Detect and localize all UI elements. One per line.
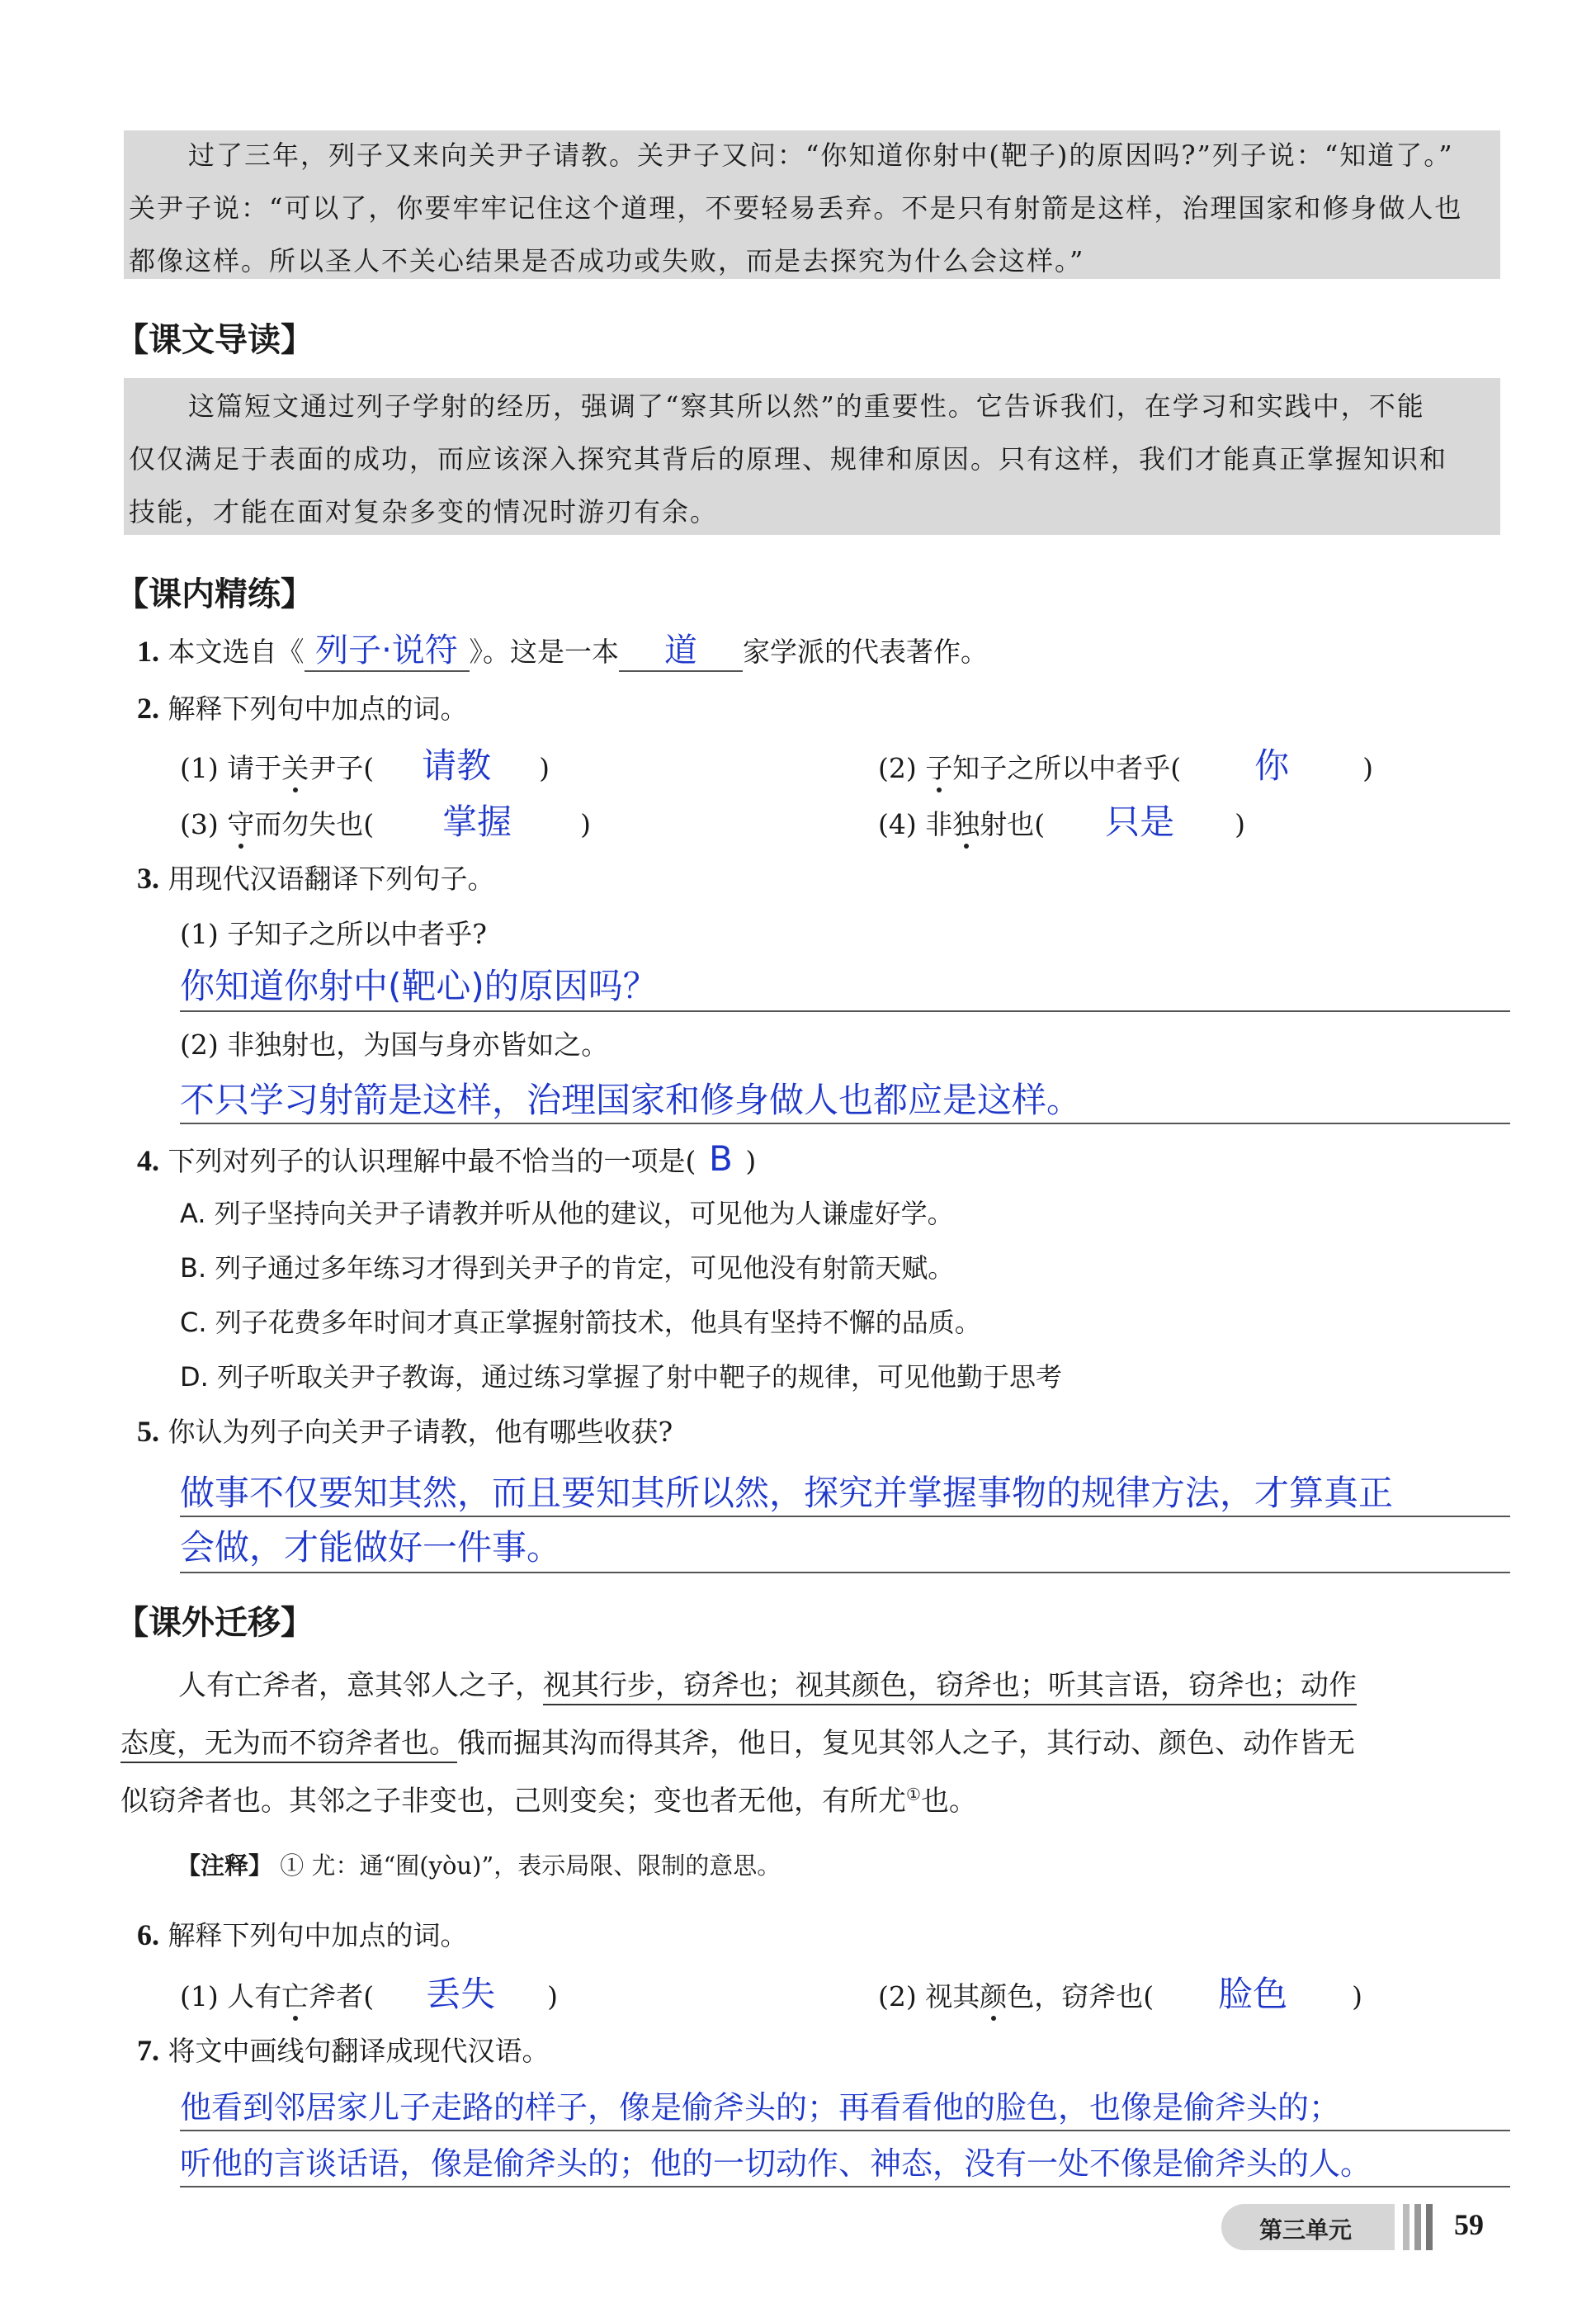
q6-text: 解释下列句中加点的词。 <box>168 1919 468 1951</box>
q4-option-c: C. 列子花费多年时间才真正掌握射箭技术，他具有坚持不懈的品质。 <box>180 1307 981 1338</box>
passage-line-2 <box>120 1720 1355 1761</box>
quote-line-2: 关尹子说：“可以了，你要牢牢记住这个道理，不要轻易丢弃。不是只有射箭是这样，治理国家和修身做人也 <box>129 192 1463 224</box>
passage-text: 人有亡斧者，意其邻人之子， <box>178 1669 543 1702</box>
q1-answer-source[interactable]: 列子·说符 <box>305 631 470 672</box>
q4-option-b: B. 列子通过多年练习才得到关尹子的肯定，可见他没有射箭天赋。 <box>180 1252 955 1284</box>
q2-text: 解释下列句中加点的词。 <box>168 693 468 725</box>
q2-answer-4[interactable]: 只是 <box>1105 802 1175 842</box>
question-number: 5 <box>137 1415 152 1448</box>
dotted-word: 亡 <box>281 1980 309 2012</box>
unit-bar-1 <box>1403 2204 1409 2250</box>
q4-text: 下列对列子的认识理解中最不恰当的一项是( <box>168 1145 696 1177</box>
answer-line <box>180 2130 1510 2131</box>
item-post: 色，窃斧也( <box>1007 1980 1155 2012</box>
section-heading-extra: 【课外迁移】 <box>116 1604 314 1642</box>
q2-item-3 <box>180 802 591 844</box>
question-number: 1 <box>137 635 152 668</box>
note-text: ① 尤：通“囿(yòu)”，表示局限、限制的意思。 <box>280 1852 781 1880</box>
answer-line <box>180 1516 1510 1517</box>
answer-line <box>180 1010 1510 1012</box>
item-post: 知子之所以中者乎( <box>952 752 1182 784</box>
underlined-sentence: 态度，无为而不窃斧者也。 <box>120 1727 457 1763</box>
answer-line <box>180 1572 1510 1573</box>
q2-item-1 <box>180 746 550 788</box>
question-number: 6 <box>137 1918 152 1951</box>
q3-answer-1[interactable]: 你知道你射中(靶心)的原因吗？ <box>180 966 658 1006</box>
item-post: 尹子( <box>309 752 375 784</box>
q4-answer[interactable]: B <box>708 1138 733 1179</box>
q5-text: 你认为列子向关尹子请教，他有哪些收获? <box>168 1416 673 1448</box>
page-number: 59 <box>1454 2208 1484 2241</box>
paren-close: ) <box>580 808 591 840</box>
item-label: (4) <box>878 808 917 840</box>
q6-item-2 <box>878 1975 1362 2017</box>
question-number: 7 <box>137 2034 152 2067</box>
q7-answer-line-1[interactable]: 他看到邻居家儿子走路的样子，像是偷斧头的；再看看他的脸色，也像是偷斧头的； <box>180 2089 1341 2126</box>
q6-item-1 <box>180 1975 558 2017</box>
note <box>177 1847 781 1881</box>
q3-sentence-1: (1) 子知子之所以中者乎? <box>180 918 487 950</box>
item-post: 而勿失也( <box>254 808 375 840</box>
question-number: 4 <box>137 1144 152 1177</box>
question-1: 1. 本文选自《 列子·说符 》。这是一本 道 家学派的代表著作。 <box>137 631 988 672</box>
note-label: 【注释】 <box>177 1852 273 1880</box>
question-number: 2 <box>137 692 152 725</box>
item-label: (2) <box>878 1980 917 2012</box>
item-pre: 人有 <box>227 1980 282 2012</box>
guide-line-1: 这篇短文通过列子学射的经历，强调了“察其所以然”的重要性。它告诉我们，在学习和实践中，不能 <box>188 390 1425 422</box>
section-heading-guide: 【课文导读】 <box>116 321 314 359</box>
question-4: 4. 下列对列子的认识理解中最不恰当的一项是( B ) <box>137 1138 757 1179</box>
item-pre: 非 <box>925 808 953 840</box>
underlined-sentence: 视其行步，窃斧也；视其颜色，窃斧也；听其言语，窃斧也；动作 <box>543 1669 1357 1705</box>
paren-close: ) <box>547 1980 558 2012</box>
question-6: 6. 解释下列句中加点的词。 <box>137 1918 468 1951</box>
q7-text: 将文中画线句翻译成现代汉语。 <box>168 2035 550 2067</box>
q2-item-2 <box>878 746 1373 788</box>
q2-item-4 <box>878 802 1245 844</box>
item-label: (1) <box>180 1980 219 2012</box>
item-post: 斧者( <box>309 1980 375 2012</box>
q4-option-a: A. 列子坚持向关尹子请教并听从他的建议，可见他为人谦虚好学。 <box>180 1198 954 1229</box>
paren-close: ) <box>1235 808 1245 840</box>
q2-answer-3[interactable]: 掌握 <box>442 802 512 842</box>
q5-answer-line-1[interactable]: 做事不仅要知其然，而且要知其所以然，探究并掌握事物的规律方法，才算真正 <box>180 1473 1394 1513</box>
guide-line-2: 仅仅满足于表面的成功，而应该深入探究其背后的原理、规律和原因。只有这样，我们才能真正掌握知识和 <box>129 443 1448 475</box>
paren-close: ) <box>539 752 550 784</box>
question-7: 7. 将文中画线句翻译成现代汉语。 <box>137 2034 550 2067</box>
q2-answer-1[interactable]: 请教 <box>422 745 492 786</box>
answer-line <box>180 2186 1510 2187</box>
footnote-mark: ① <box>906 1784 921 1804</box>
item-label: (2) <box>878 752 917 784</box>
item-pre: 视其 <box>925 1980 980 2012</box>
question-number: 3 <box>137 862 152 895</box>
paren-close: ) <box>1352 1980 1362 2012</box>
q1-post: 家学派的代表著作。 <box>743 636 988 668</box>
question-5: 5. 你认为列子向关尹子请教，他有哪些收获? <box>137 1415 673 1448</box>
dotted-word: 颜 <box>980 1980 1008 2012</box>
answer-line <box>180 1123 1510 1124</box>
unit-label: 第三单元 <box>1259 2216 1353 2244</box>
q5-answer-line-2[interactable]: 会做，才能做好一件事。 <box>180 1527 562 1568</box>
q2-answer-2[interactable]: 你 <box>1254 745 1290 786</box>
q1-pre: 本文选自《 <box>168 636 305 668</box>
unit-bar-2 <box>1414 2204 1421 2250</box>
item-post: 射也( <box>980 808 1046 840</box>
q3-answer-2[interactable]: 不只学习射箭是这样，治理国家和修身做人也都应是这样。 <box>180 1080 1082 1120</box>
dotted-word: 关 <box>281 752 309 784</box>
q6-answer-2[interactable]: 脸色 <box>1218 1974 1288 2014</box>
section-heading-practice: 【课内精练】 <box>116 575 314 613</box>
passage-text: 似窃斧者也。其邻之子非变也，己则变矣；变也者无他，有所尤 <box>120 1785 906 1818</box>
item-pre: 请于 <box>227 752 282 784</box>
q1-mid: 》。这是一本 <box>469 636 619 668</box>
item-label: (3) <box>180 808 219 840</box>
paren-close: ) <box>1362 752 1373 784</box>
passage-text: 也。 <box>920 1785 977 1818</box>
quote-line-1: 过了三年，列子又来向关尹子请教。关尹子又问：“你知道你射中(靶子)的原因吗?”列子说：“知道了。” <box>188 140 1454 171</box>
dotted-word: 子 <box>925 752 953 784</box>
dotted-word: 守 <box>227 808 255 840</box>
item-label: (1) <box>180 752 219 784</box>
paren-close: ) <box>745 1145 757 1177</box>
q7-answer-line-2[interactable]: 听他的言谈话语，像是偷斧头的；他的一切动作、神态，没有一处不像是偷斧头的人。 <box>180 2145 1372 2182</box>
question-3: 3. 用现代汉语翻译下列句子。 <box>137 862 495 895</box>
passage-line-3 <box>120 1778 977 1818</box>
passage-line-1 <box>178 1662 1357 1703</box>
passage-text: 俄而掘其沟而得其斧，他日，复见其邻人之子，其行动、颜色、动作皆无 <box>457 1727 1355 1760</box>
q3-text: 用现代汉语翻译下列句子。 <box>168 863 495 895</box>
guide-line-3: 技能，才能在面对复杂多变的情况时游刃有余。 <box>129 496 719 527</box>
q6-answer-1[interactable]: 丢失 <box>426 1974 496 2014</box>
q4-option-d: D. 列子听取关尹子教诲，通过练习掌握了射中靶子的规律，可见他勤于思考 <box>180 1361 1062 1393</box>
unit-bar-3 <box>1426 2204 1433 2250</box>
quote-line-3: 都像这样。所以圣人不关心结果是否成功或失败，而是去探究为什么会这样。” <box>129 245 1085 277</box>
q3-sentence-2: (2) 非独射也，为国与身亦皆如之。 <box>180 1029 609 1061</box>
dotted-word: 独 <box>952 808 980 840</box>
q1-answer-school[interactable]: 道 <box>619 631 743 672</box>
question-2: 2. 解释下列句中加点的词。 <box>137 692 468 725</box>
